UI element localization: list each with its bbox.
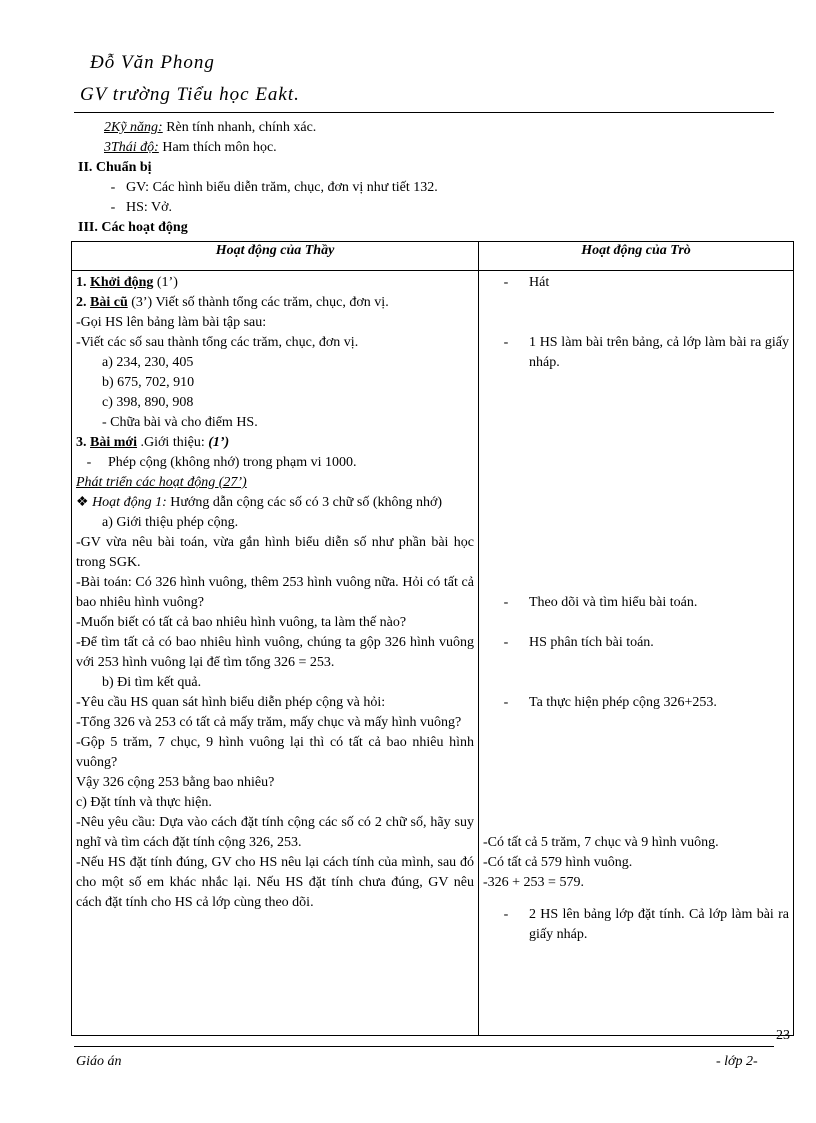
section-title: Bài mới xyxy=(90,435,138,450)
skill-label: 2Kỹ năng: xyxy=(104,120,163,135)
student-item: -326 + 253 = 579. xyxy=(483,875,584,890)
header-divider xyxy=(74,112,774,113)
student-item: -Có tất cả 5 trăm, 7 chục và 9 hình vuông. xyxy=(483,835,719,850)
section-title: Khởi động xyxy=(90,275,154,290)
teacher-activities-cell: 1. Khởi động (1’) 2. Bài cũ (3’) Viết số thành tổng các trăm, chục, đơn vị. -Gọi HS lên bảng làm bài tập sau: -Viết các số sau thành tổng các trăm, chục, đơn vị. a) 234, 230, 405 b) 675, 702, 910 c) 398, 890, 908 - Chữa bài và cho điểm HS. 3. Bài mới .Giới thiệu: (1’) - Phép cộng (không nhớ) trong phạm vi 1000. Phát triển các hoạt động (27’) ❖ Hoạt động 1: Hướng dẫn cộng các số có 3 chữ số (không nhớ) a) Giới thiệu phép cộng. -GV vừa nêu bài toán, vừa gắn hình biểu diễn số như phần bài học trong SGK. -Bài toán: Có 326 hình vuông, thêm 253 hình vuông nữa. Hỏi có tất cả bao nhiêu hình vuông? -Muốn biết có tất cả bao nhiêu hình vuông, ta làm thế nào? -Để tìm tất cả có bao nhiêu hình vuông, chúng ta gộp 326 hình vuông với 253 hình vuông lại để tìm tổng 326 = 253. b) Đi tìm kết quả. -Yêu cầu HS quan sát hình biểu diễn phép cộng và hỏi: -Tổng 326 và 253 có tất cả mấy trăm, mấy chục và mấy hình vuông? -Gộp 5 trăm, 7 chục, 9 hình vuông lại thì có tất cả bao nhiêu hình vuông? Vậy 326 cộng 253 bằng bao nhiêu? c) Đặt tính và thực hiện. -Nêu yêu cầu: Dựa vào cách đặt tính cộng các số có 2 chữ số, hãy suy nghĩ và tìm cách đặt tính cộng 326, 253. -Nếu HS đặt tính đúng, GV cho HS nêu lại cách tính của mình, sau đó cho một số em khác nhắc lại. Nếu HS đặt tính chưa đúng, GV nêu cách đặt tính cho HS cả lớp cùng theo dõi. xyxy=(72,271,479,1036)
intro-section xyxy=(78,118,778,238)
header-author: Đỗ Văn Phong xyxy=(90,52,215,73)
student-column-header: Hoạt động của Trò xyxy=(479,242,794,271)
attitude-line xyxy=(78,138,778,158)
teacher-column-header: Hoạt động của Thầy xyxy=(72,242,479,271)
skill-text: Rèn tính nhanh, chính xác. xyxy=(162,120,317,135)
prep-item: - GV: Các hình biểu diễn trăm, chục, đơn vị như tiết 132. xyxy=(110,180,438,195)
footer-divider xyxy=(74,1046,774,1047)
attitude-text: Ham thích môn học. xyxy=(158,140,277,155)
footer-right: - lớp 2- xyxy=(716,1054,758,1069)
student-item: - 1 HS làm bài trên bảng, cả lớp làm bài ra giấy nháp. xyxy=(503,335,789,370)
student-item: - Hát xyxy=(503,275,550,290)
skill-line xyxy=(78,118,778,138)
section-title: Bài cũ xyxy=(90,295,128,310)
development-title: Phát triển các hoạt động (27’) xyxy=(76,475,247,490)
student-item: - Theo dõi và tìm hiểu bài toán. xyxy=(503,595,698,610)
student-item: - HS phân tích bài toán. xyxy=(503,635,654,650)
student-item: -Có tất cả 579 hình vuông. xyxy=(483,855,633,870)
activities-title: III. Các hoạt động xyxy=(78,220,188,235)
activities-table xyxy=(71,241,794,1036)
student-activities-cell xyxy=(479,271,794,1036)
footer-left: Giáo án xyxy=(76,1054,122,1069)
header-school: GV trường Tiểu học Eakt. xyxy=(80,84,300,105)
student-item: - Ta thực hiện phép cộng 326+253. xyxy=(503,695,717,710)
page-number: 23 xyxy=(776,1028,790,1043)
prep-item: - HS: Vở. xyxy=(110,200,173,215)
bullet-icon: ❖ xyxy=(76,495,89,510)
attitude-label: 3Thái độ: xyxy=(104,140,159,155)
prep-title: II. Chuẩn bị xyxy=(78,160,152,175)
student-item: - 2 HS lên bảng lớp đặt tính. Cả lớp làm bài ra giấy nháp. xyxy=(503,907,789,942)
